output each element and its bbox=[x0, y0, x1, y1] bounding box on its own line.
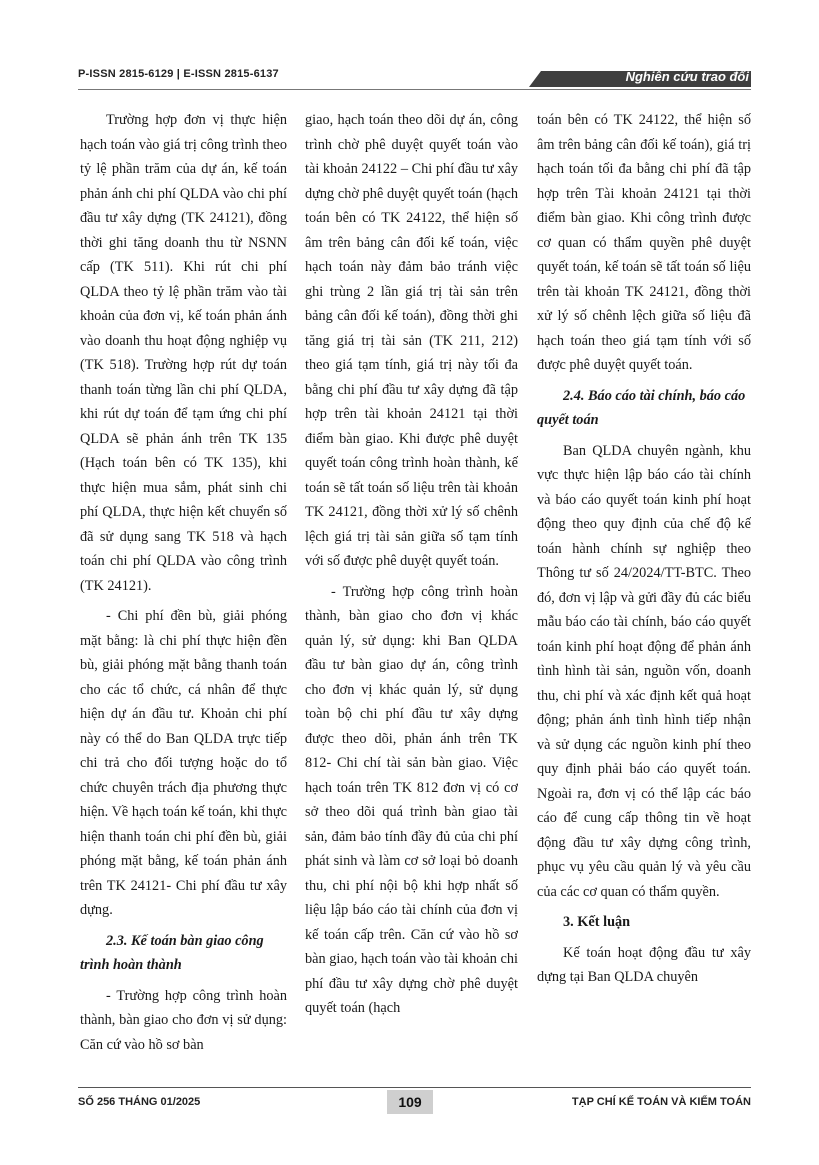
issue-label: SỐ 256 THÁNG 01/2025 bbox=[78, 1096, 201, 1108]
journal-name: TẠP CHÍ KẾ TOÁN VÀ KIỂM TOÁN bbox=[571, 1096, 751, 1108]
paragraph: - Chi phí đền bù, giải phóng mặt bằng: là chi phí thực hiện đền bù, giải phóng mặt bằng thanh toán cho các tổ chức, cá nhân để thực hiện dự án đầu tư. Khoản chi phí này có thể do Ban QLDA trực tiếp chi trả cho đối tượng hoặc do tổ chức chuyên trách địa phương thực hiện. Về hạch toán kế toán, khi thực hiện thanh toán chi phí đền bù, giải phóng mặt bằng, kế toán phản ánh trên TK 24121- Chi phí đầu tư xây dựng. bbox=[80, 608, 287, 918]
column-3 bbox=[537, 108, 751, 1068]
header-divider bbox=[78, 89, 751, 90]
issn-label: P-ISSN 2815-6129 | E-ISSN 2815-6137 bbox=[78, 68, 279, 80]
paragraph: toán bên có TK 24122, thể hiện số âm trên bảng cân đối kế toán), giá trị hạch toán tối đa bằng chi phí đã tập hợp trên Tài khoản 24121 tại thời điểm bàn giao. Khi công trình được cơ quan có thẩm quyền phê duyệt quyết toán, kế toán sẽ tất toán số liệu trên tài khoản TK 24121, đồng thời xử lý số chênh lệch giữa số liệu đã hạch toán theo giá tạm tính với số được phê duyệt quyết toán. bbox=[537, 112, 751, 373]
page-number: 109 bbox=[387, 1090, 433, 1114]
paragraph: giao, hạch toán theo dõi dự án, công trình chờ phê duyệt quyết toán vào tài khoản 24122 – Chi phí đầu tư xây dựng chờ phê duyệt quyết toán (hạch toán bên có TK 24122, thể hiện số âm trên bảng cân đối kế toán, việc hạch toán này đảm bảo tránh việc ghi trùng 2 lần giá trị tài sản trên bảng cân đối kế toán), đồng thời ghi tăng giá trị tài sản (TK 211, 212) theo giá tạm tính, giá trị này tối đa bằng chi phí đầu tư xây dựng đã tập hợp trên tài khoản 24121 tại thời điểm bàn giao. Khi được phê duyệt quyết toán công trình hoàn thành, kế toán sẽ tất toán số liệu trên tài khoản TK 24121, đồng thời xử lý số chênh lệch giá trị tài sản giữa số tạm tính với số được phê duyệt quyết toán. bbox=[305, 112, 518, 569]
paragraph: Trường hợp đơn vị thực hiện hạch toán vào giá trị công trình theo tỷ lệ phần trăm của dự án, kế toán phản ánh chi phí QLDA vào chi phí đầu tư xây dựng (TK 24121), đồng thời ghi tăng doanh thu từ NSNN cấp (TK 511). Khi rút chi phí QLDA theo tỷ lệ phần trăm vào tài khoản của đơn vị, kế toán phản ánh vào doanh thu hoạt động nghiệp vụ (TK 518). Trường hợp rút dự toán thanh toán từng lần chi phí QLDA, khi rút dự toán để tạm ứng chi phí QLDA sẽ phản ánh trên TK 135 (Hạch toán bên có TK 135), khi thực hiện mua sắm, phát sinh chi phí QLDA, thực hiện kết chuyển số đã sử dụng sang TK 518 và hạch toán chi phí QLDA vào công trình (TK 24121). bbox=[80, 112, 287, 594]
footer-divider bbox=[78, 1087, 751, 1088]
section-heading-2-4: 2.4. Báo cáo tài chính, báo cáo quyết toán bbox=[537, 387, 746, 428]
paragraph: Ban QLDA chuyên ngành, khu vực thực hiện lập báo cáo tài chính và báo cáo quyết toán kinh phí hoạt động theo quy định của chế độ kế toán hành chính sự nghiệp theo Thông tư số 24/2024/TT-BTC. Theo đó, đơn vị lập và gửi đầy đủ các biểu mẫu báo cáo tài chính, báo cáo quyết toán kinh phí hoạt động để phản ánh tình hình tài sản, nguồn vốn, doanh thu, chi phí và xác định kết quả hoạt động; phản ánh tình hình tiếp nhận và sử dụng các nguồn kinh phí theo quy định phải báo cáo quyết toán. Ngoài ra, đơn vị có thể lập các báo cáo để cung cấp thông tin về hoạt động đầu tư xây dựng công trình, phục vụ yêu cầu quản lý và yêu cầu của các cơ quan có thẩm quyền. bbox=[537, 442, 751, 900]
paragraph: - Trường hợp công trình hoàn thành, bàn giao cho đơn vị khác quản lý, sử dụng: khi Ban QLDA đầu tư bàn giao dự án, công trình cho đơn vị khác quản lý, sử dụng toàn bộ chi phí đầu tư xây dựng được theo dõi, phản ánh trên TK 812- Chi chí tài sản bàn giao. Việc hạch toán trên TK 812 đơn vị có cơ sở theo dõi quá trình bàn giao tài sản, đảm bảo tính đầy đủ của chi phí phát sinh và làm cơ sở loại bỏ doanh thu, chi phí nội bộ khi hợp nhất số liệu lập báo cáo tài chính của đơn vị kế toán cấp trên. Căn cứ vào hồ sơ bàn giao, hạch toán vào tài khoản chi phí đầu tư xây dựng chờ phê duyệt quyết toán (hạch bbox=[305, 583, 518, 1016]
paragraph: Kế toán hoạt động đầu tư xây dựng tại Ban QLDA chuyên bbox=[537, 944, 751, 985]
section-heading-2-3: 2.3. Kế toán bàn giao công trình hoàn thành bbox=[80, 932, 264, 973]
column-1 bbox=[80, 108, 287, 1068]
paragraph: - Trường hợp công trình hoàn thành, bàn giao cho đơn vị sử dụng: Căn cứ vào hồ sơ bàn bbox=[80, 987, 287, 1053]
section-rubric: Nghiên cứu trao đổi bbox=[625, 69, 749, 84]
column-2 bbox=[305, 108, 518, 1068]
section-heading-3: 3. Kết luận bbox=[563, 914, 631, 930]
